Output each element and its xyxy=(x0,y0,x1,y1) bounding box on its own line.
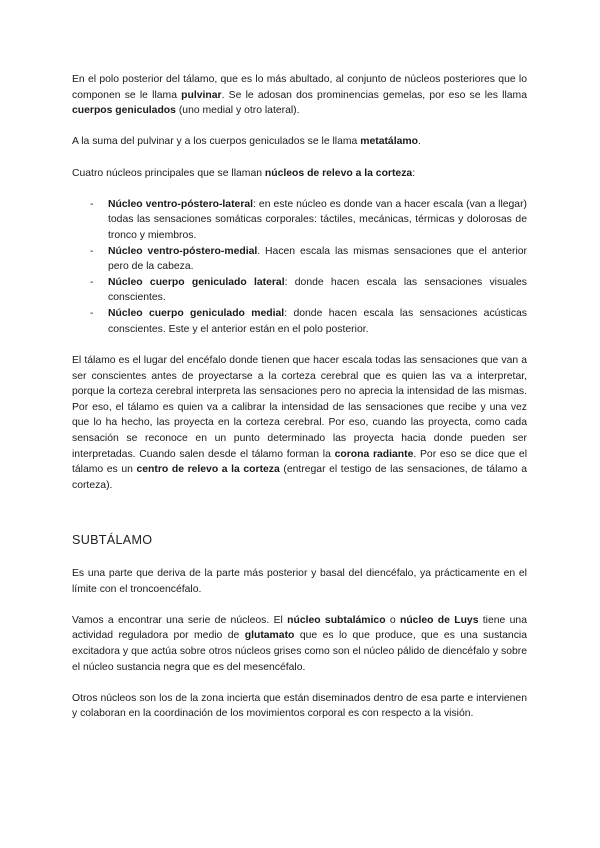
bold-term-glutamato: glutamato xyxy=(244,630,295,642)
text-segment: tiene una actividad reguladora por medio de xyxy=(72,614,527,642)
text-segment: . Se le adosan dos prominencias gemelas, por eso se les llama xyxy=(221,89,527,101)
text-segment: A la suma del pulvinar y a los cuerpos geniculados se le llama xyxy=(72,136,361,148)
nuclei-list xyxy=(72,197,527,337)
list-item-text: : donde hacen escala las sensaciones visuales conscientes. xyxy=(108,276,527,304)
paragraph-zona-incierta: Otros núcleos son los de la zona incierta que están diseminados dentro de esa parte e intervienen y colaboran en la coordinación de los movimientos corporal es con respecto a la visión. xyxy=(72,692,527,720)
bold-term-corona-radiante: corona radiante xyxy=(334,448,414,460)
bullet-dash: - xyxy=(90,198,94,210)
bold-term-pulvinar: pulvinar xyxy=(181,89,222,101)
bullet-dash: - xyxy=(90,245,94,257)
text-segment: . xyxy=(417,136,421,148)
text-segment: Vamos a encontrar una serie de núcleos. El xyxy=(72,614,288,626)
text-segment: o xyxy=(385,614,400,626)
text-segment: : xyxy=(412,167,416,179)
text-segment: El tálamo es el lugar del encéfalo donde tienen que hacer escala todas las sensaciones que van a ser conscientes antes de proyectarse a la corteza cerebral que es quien las va a interpretar, porque la corteza cerebral interpreta las sensaciones pero no aprecia la intensidad de las mismas. Por eso, el tálamo es quien va a calibrar la intensidad de las sensaciones que recibe y una vez que lo ha hecho, las proyecta en la corteza cerebral. Por eso, cuando las proyecta, como cada sensación se reconoce en un punto determinado las proyecta hacia donde pueden ser interpretadas. Cuando salen desde el tálamo forman la xyxy=(72,355,527,460)
bold-term-nucleos-relevo: núcleos de relevo a la corteza xyxy=(264,167,413,179)
bold-term-cuerpos-geniculados: cuerpos geniculados xyxy=(72,105,176,117)
text-segment: (entregar el testigo de las sensaciones, de tálamo a corteza). xyxy=(72,464,527,491)
list-item xyxy=(90,275,527,306)
paragraph-metatalamo xyxy=(72,134,527,150)
list-item-text: : en este núcleo es donde van a hacer escala (van a llegar) todas las sensaciones somáticas corporales: táctiles, mecánicas, térmicas y dolorosas de tronco y miembros. xyxy=(108,198,528,241)
text-segment: En el polo posterior del tálamo, que es lo más abultado, al conjunto de núcleos posteriores que lo componen se le llama xyxy=(72,74,527,101)
list-item-term: Núcleo ventro-póstero-lateral xyxy=(108,198,254,210)
bold-term-metatalamo: metatálamo xyxy=(360,136,418,148)
bold-term-nucleo-subtalamico: núcleo subtalámico xyxy=(287,614,386,626)
list-item-text: . Hacen escala las mismas sensaciones que el anterior pero de la cabeza. xyxy=(108,245,527,273)
list-item xyxy=(90,244,527,275)
paragraph-subtalamo-intro: Es una parte que deriva de la parte más posterior y basal del diencéfalo, ya prácticamente en el límite con el troncoencéfalo. xyxy=(72,568,527,595)
bullet-dash: - xyxy=(90,307,94,319)
text-segment: (uno medial y otro lateral). xyxy=(175,105,300,117)
bold-term-centro-relevo: centro de relevo a la corteza xyxy=(136,464,280,476)
section-heading-subtalamo: SUBTÁLAMO xyxy=(72,533,153,548)
list-item xyxy=(90,306,527,337)
paragraph-nucleos-relevo xyxy=(72,166,527,182)
text-segment: que es lo que produce, que es una sustancia excitadora y que actúa sobre otros núcleos grises como son el núcleo pálido de diencéfalo y sobre el núcleo sustancia negra que es del mesencéfalo. xyxy=(72,630,527,673)
bold-term-nucleo-luys: núcleo de Luys xyxy=(399,614,479,626)
paragraph-nucleo-subtalamico xyxy=(72,613,527,675)
text-segment: . Por eso se dice que el tálamo es un xyxy=(72,448,528,476)
paragraph-talamo-relevo xyxy=(72,353,527,493)
list-item xyxy=(90,197,528,244)
document-body xyxy=(72,72,527,738)
paragraph-pulvinar xyxy=(72,72,527,119)
text-segment: Cuatro núcleos principales que se llaman xyxy=(72,167,265,179)
list-item-term: Núcleo cuerpo geniculado lateral xyxy=(108,276,285,288)
bullet-dash: - xyxy=(90,276,94,288)
list-item-text: : donde hacen escala las sensaciones acústicas conscientes. Este y el anterior están en el polo posterior. xyxy=(108,307,527,335)
list-item-term: Núcleo ventro-póstero-medial xyxy=(108,245,258,257)
list-item-term: Núcleo cuerpo geniculado medial xyxy=(108,307,285,319)
